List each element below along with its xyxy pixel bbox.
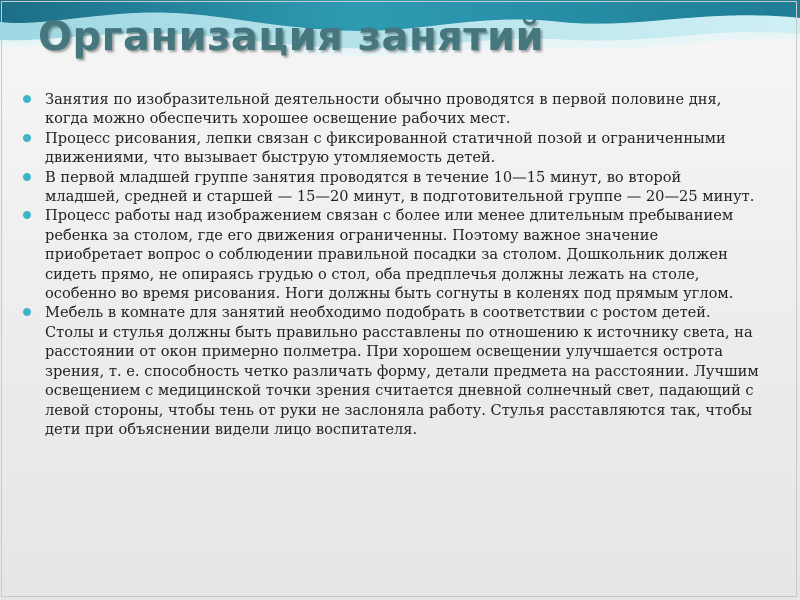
list-item — [20, 90, 760, 129]
bullet-dot-icon — [23, 308, 31, 316]
list-item — [20, 168, 760, 207]
list-item-text: Занятия по изобразительной деятельности обычно проводятся в первой половине дня, когда можно обеспечить хорошее освещение рабочих мест. — [45, 91, 722, 128]
bullet-list — [20, 90, 760, 439]
bullet-dot-icon — [23, 134, 31, 142]
slide-title: Организация занятий — [38, 14, 545, 60]
bullet-dot-icon — [23, 173, 31, 181]
bullet-dot-icon — [23, 95, 31, 103]
list-item-text: Мебель в комнате для занятий необходимо подобрать в соответствии с ростом детей. Столы и стулья должны быть правильно расставлены по отношению к источнику света, на расстоянии от окон примерно полметра. При хорошем освещении улучшается острота зрения, т. е. способность четко различать форму, детали предмета на расстоянии. Лучшим освещением с медицинской точки зрения считается дневной солнечный свет, падающий с левой стороны, чтобы тень от руки не заслоняла работу. Стулья расставляются так, чтобы дети при объяснении видели лицо воспитателя. — [45, 304, 759, 438]
list-item-text: Процесс рисования, лепки связан с фиксированной статичной позой и ограниченными движениями, что вызывает быструю утомляемость детей. — [45, 129, 726, 167]
list-item — [20, 129, 760, 168]
list-item — [20, 206, 760, 303]
list-item — [20, 303, 760, 439]
list-item-text: В первой младшей группе занятия проводятся в течение 10—15 минут, во второй младшей, средней и старшей — 15—20 минут, в подготовительной группе — 20—25 минут. — [45, 168, 755, 206]
bullet-dot-icon — [23, 211, 31, 219]
list-item-text: Процесс работы над изображением связан с более или менее длительным пребыванием ребенка за столом, где его движения ограниченны. Поэтому важное значение приобретает вопрос о соблюдении правильной посадки за столом. Дошкольник должен сидеть прямо, не опираясь грудью о стол, оба предплечья должны лежать на столе, особенно во время рисования. Ноги должны быть согнуты в коленях под прямым углом. — [45, 207, 734, 303]
